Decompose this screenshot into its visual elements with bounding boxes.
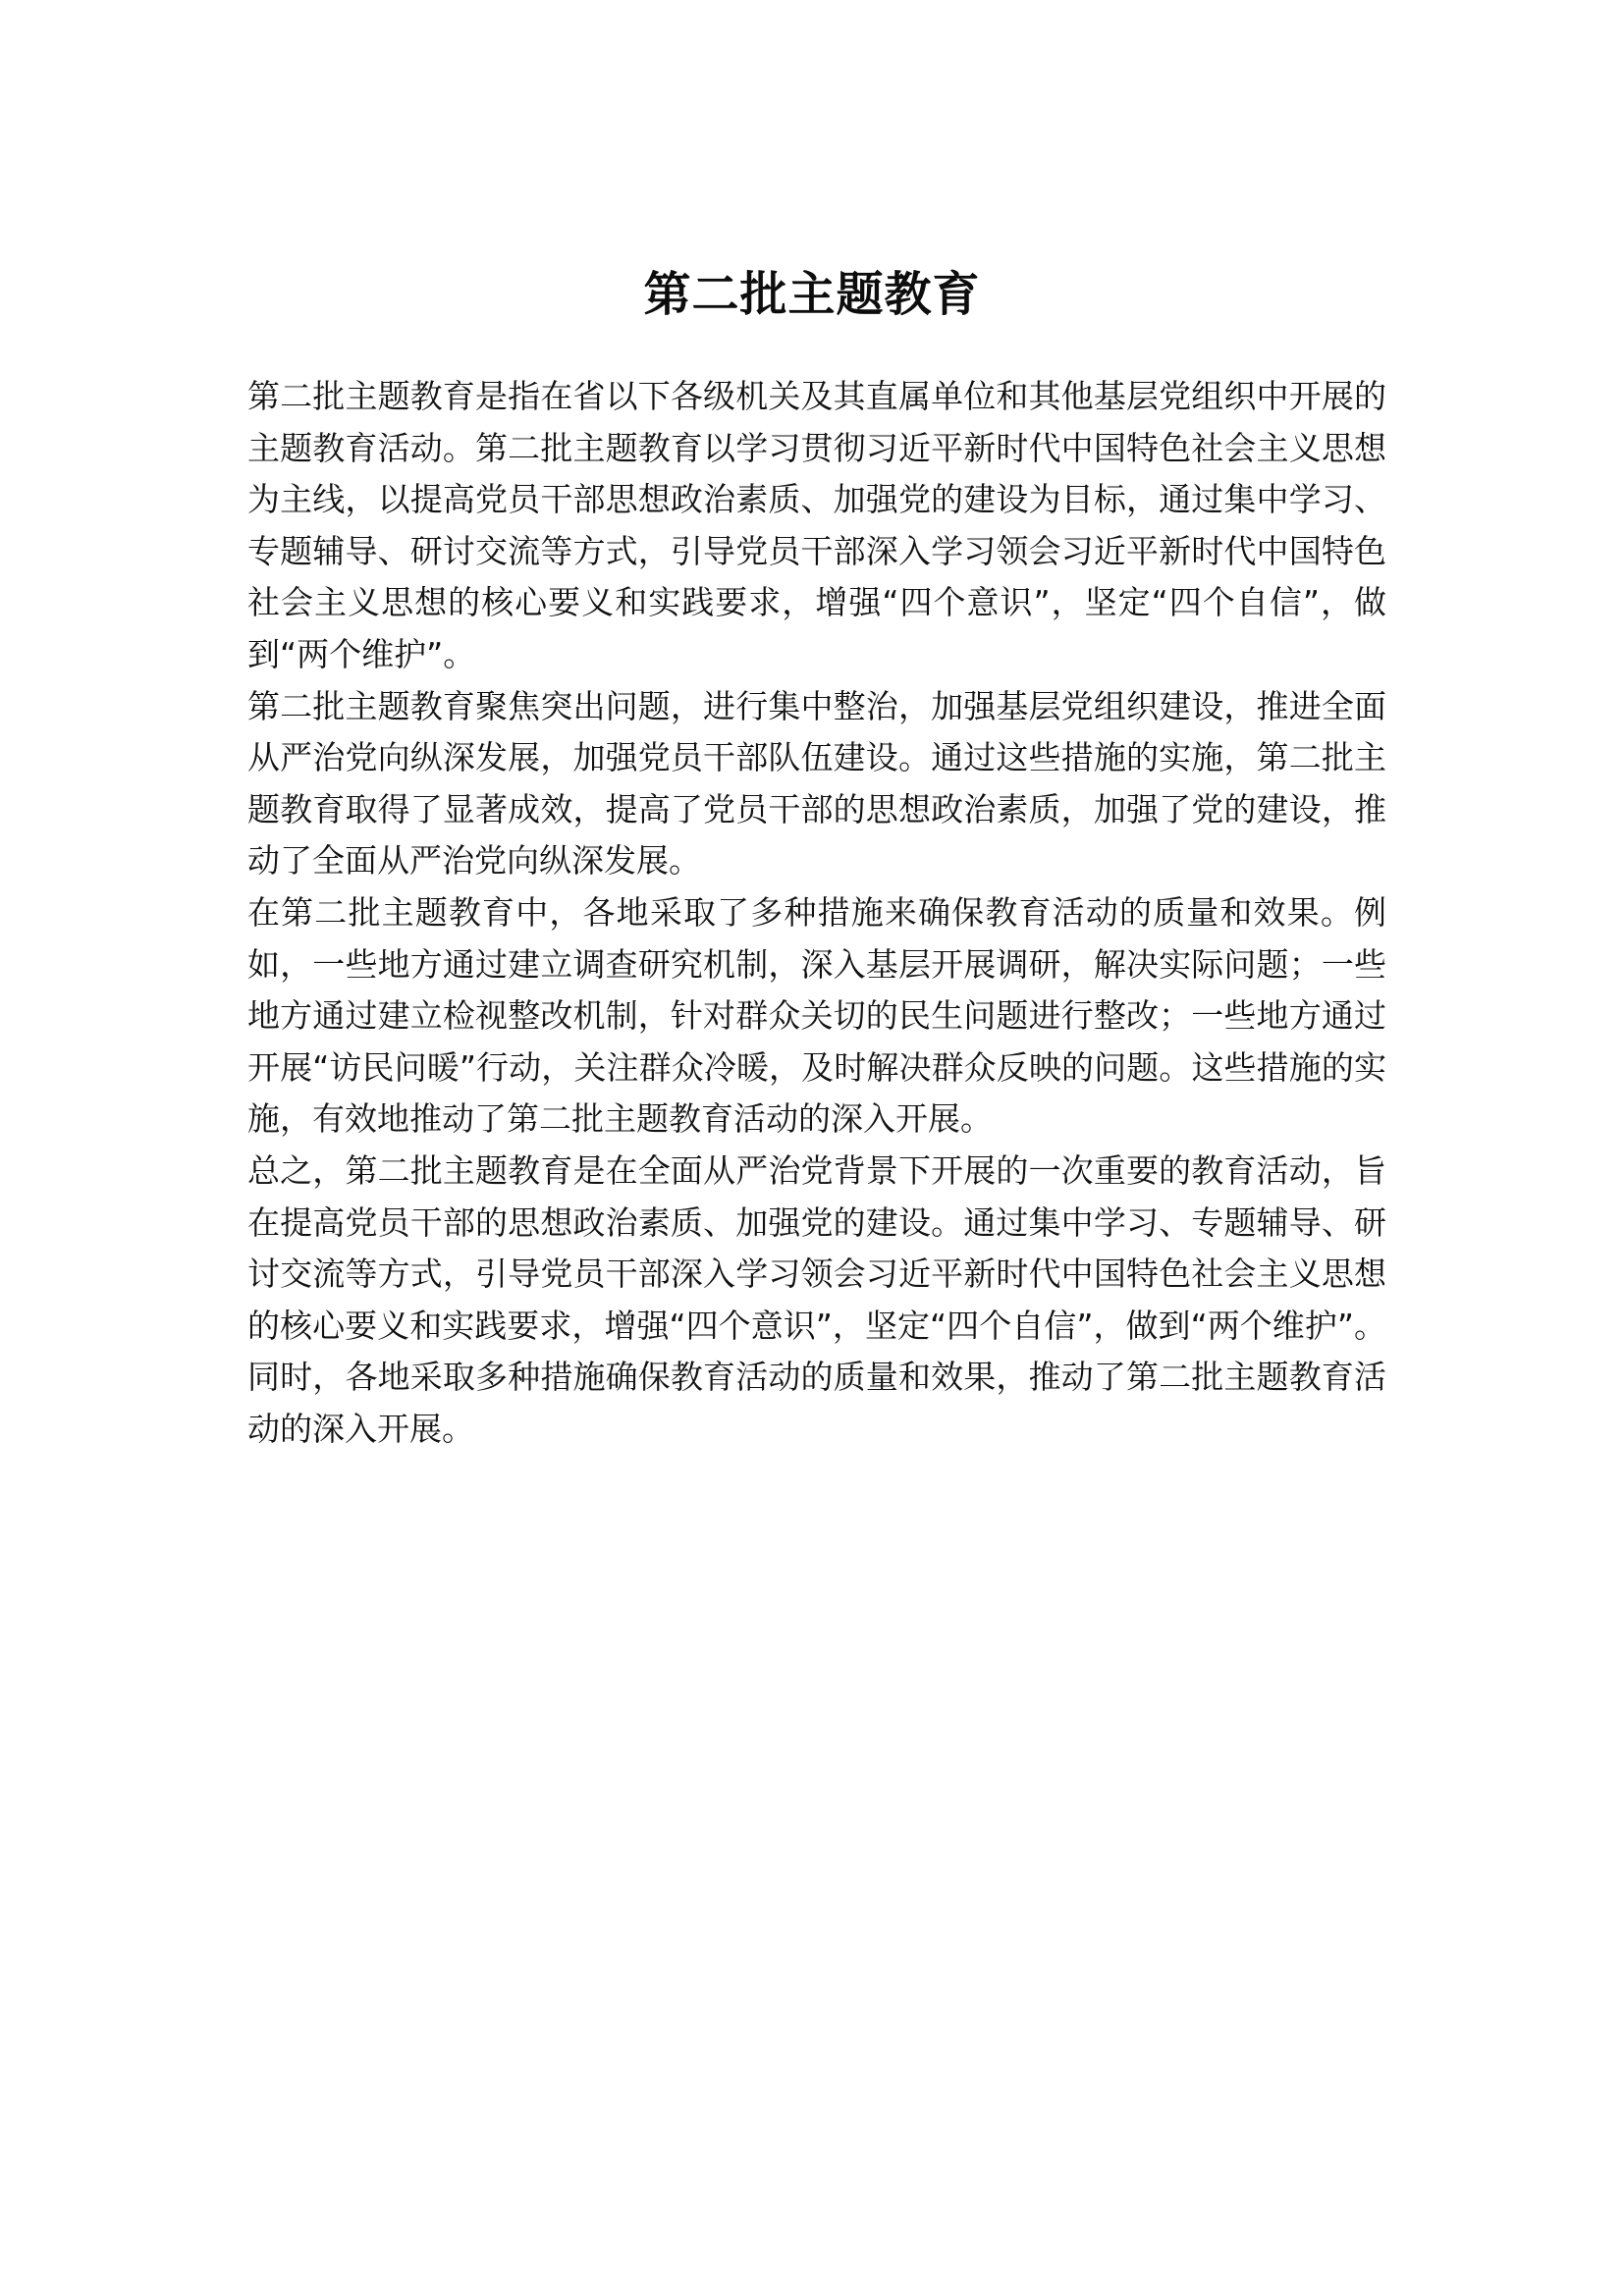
paragraph-3: 在第二批主题教育中，各地采取了多种措施来确保教育活动的质量和效果。例如，一些地方通过建立调查研究机制，深入基层开展调研，解决实际问题；一些地方通过建立检视整改机制，针对群众关切的民生问题进行整改；一些地方通过开展“访民问暖”行动，关注群众冷暖，及时解决群众反映的问题。这些措施的实施，有效地推动了第二批主题教育活动的深入开展。 bbox=[247, 892, 1386, 1139]
document-body bbox=[247, 371, 1386, 1455]
document-title: 第二批主题教育 bbox=[643, 267, 981, 322]
paragraph-4: 总之，第二批主题教育是在全面从严治党背景下开展的一次重要的教育活动，旨在提高党员干部的思想政治素质、加强党的建设。通过集中学习、专题辅导、研讨交流等方式，引导党员干部深入学习领会习近平新时代中国特色社会主义思想的核心要义和实践要求，增强“四个意识”，坚定“四个自信”，做到“两个维护”。同时，各地采取多种措施确保教育活动的质量和效果，推动了第二批主题教育活动的深入开展。 bbox=[247, 1150, 1386, 1448]
paragraph-1: 第二批主题教育是指在省以下各级机关及其直属单位和其他基层党组织中开展的主题教育活动。第二批主题教育以学习贯彻习近平新时代中国特色社会主义思想为主线，以提高党员干部思想政治素质、加强党的建设为目标，通过集中学习、专题辅导、研讨交流等方式，引导党员干部深入学习领会习近平新时代中国特色社会主义思想的核心要义和实践要求，增强“四个意识”，坚定“四个自信”，做到“两个维护”。 bbox=[247, 377, 1386, 673]
paragraph-2: 第二批主题教育聚焦突出问题，进行集中整治，加强基层党组织建设，推进全面从严治党向纵深发展，加强党员干部队伍建设。通过这些措施的实施，第二批主题教育取得了显著成效，提高了党员干部的思想政治素质，加强了党的建设，推动了全面从严治党向纵深发展。 bbox=[247, 686, 1386, 881]
